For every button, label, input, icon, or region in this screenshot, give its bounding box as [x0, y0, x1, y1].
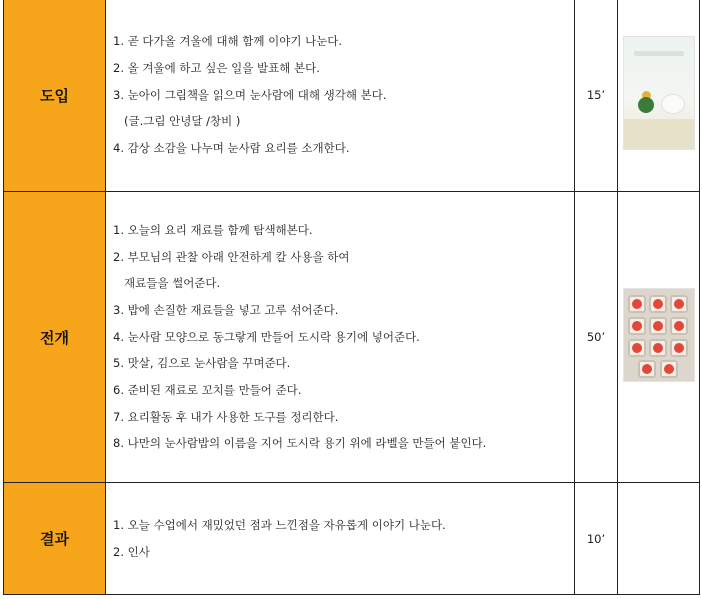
- image-cell: [618, 0, 700, 192]
- list-item: 재료들을 썰어준다.: [124, 276, 221, 291]
- list-item: (글.그림 안녕달 /창비 ): [124, 114, 241, 129]
- list-item: 5. 맛살, 김으로 눈사람을 꾸며준다.: [113, 356, 291, 371]
- list-item: 1. 오늘 수업에서 재밌었던 점과 느낀점을 자유롭게 이야기 나눈다.: [113, 517, 446, 532]
- image-cell: [618, 483, 700, 595]
- list-item: 3. 눈아이 그림책을 읽으며 눈사람에 대해 생각해 본다.: [113, 87, 387, 102]
- phase-label: 도입: [4, 0, 106, 192]
- list-item: 6. 준비된 재료로 꼬치를 만들어 준다.: [113, 383, 302, 398]
- list-item: 7. 요리활동 후 내가 사용한 도구를 정리한다.: [113, 409, 339, 424]
- table-row: [4, 483, 700, 595]
- image-cell: [618, 192, 700, 483]
- phase-label: 결과: [4, 483, 106, 595]
- lunchbox-photo: [623, 288, 695, 382]
- list-item: 2. 올 겨울에 하고 싶은 일을 발표해 본다.: [113, 60, 320, 75]
- list-item: 4. 감상 소감을 나누며 눈사람 요리를 소개한다.: [113, 141, 350, 156]
- time-value: 15’: [575, 0, 618, 192]
- time-value: 50’: [575, 192, 618, 483]
- list-item: 1. 곧 다가올 겨울에 대해 함께 이야기 나눈다.: [113, 34, 343, 49]
- table-row: [4, 192, 700, 483]
- phase-label: 전개: [4, 192, 106, 483]
- list-item: 3. 밥에 손질한 재료들을 넣고 고루 섞어준다.: [113, 302, 339, 317]
- list-item: 2. 부모님의 관찰 아래 안전하게 칼 사용을 하여: [113, 249, 350, 264]
- activity-content: [106, 0, 575, 192]
- table-row: [4, 0, 700, 192]
- time-value: 10’: [575, 483, 618, 595]
- list-item: 2. 인사: [113, 544, 150, 559]
- lesson-plan-table: [3, 0, 700, 595]
- list-item: 1. 오늘의 요리 재료를 함께 탐색해본다.: [113, 222, 313, 237]
- list-item: 4. 눈사람 모양으로 동그랗게 만들어 도시락 용기에 넣어준다.: [113, 329, 420, 344]
- activity-content: [106, 483, 575, 595]
- activity-content: [106, 192, 575, 483]
- list-item: 8. 나만의 눈사람밥의 이름을 지어 도시락 용기 위에 라벨을 만들어 붙인다.: [113, 436, 487, 451]
- book-cover-image: [623, 36, 695, 150]
